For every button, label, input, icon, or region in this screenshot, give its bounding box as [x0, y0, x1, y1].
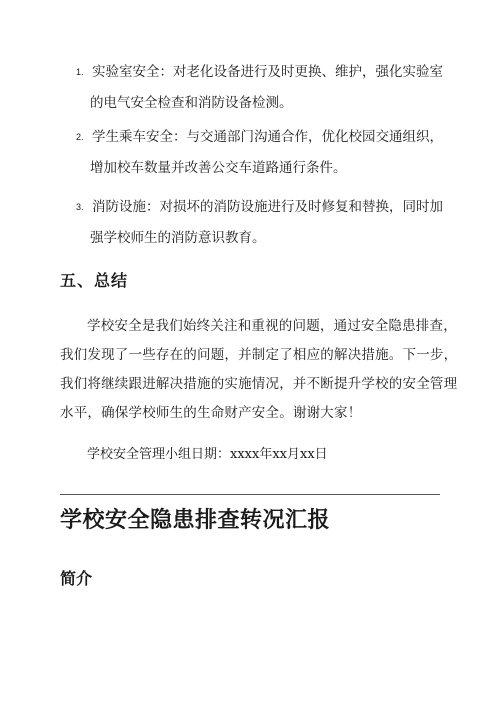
document-title: 学校安全隐患排查转况汇报	[60, 507, 331, 533]
list-item-text-continued: 强学校师生的消防意识教育。	[90, 230, 266, 246]
list-number: 1.	[76, 67, 84, 77]
paragraph-line: 我们将继续跟进解决措施的实施情况，并不断提升学校的安全管理	[60, 376, 458, 392]
list-number: 3.	[76, 202, 84, 212]
list-item-text-continued: 增加校车数量并改善公交车道路通行条件。	[90, 160, 347, 176]
paragraph-line: 我们发现了一些存在的问题，并制定了相应的解决措施。下一步，	[60, 347, 458, 363]
summary-paragraph	[60, 312, 458, 428]
list-item-text: 学生乘车安全：与交通部门沟通合作，优化校园交通组织，	[92, 129, 443, 145]
section-divider	[60, 494, 440, 495]
list-item-text-continued: 的电气安全检查和消防设备检测。	[90, 95, 293, 111]
section-heading: 五、总结	[60, 271, 129, 290]
list-item	[76, 57, 456, 119]
paragraph-line: 学校安全是我们始终关注和重视的问题，通过安全隐患排查，	[87, 318, 457, 334]
list-item	[76, 192, 456, 254]
list-number: 2.	[76, 132, 84, 142]
intro-heading: 简介	[60, 569, 93, 588]
paragraph-line: 水平，确保学校师生的生命财产安全。谢谢大家！	[60, 405, 362, 421]
list-item-text: 消防设施：对损坏的消防设施进行及时修复和替换，同时加	[92, 199, 443, 215]
list-item	[76, 122, 456, 184]
signoff-line: 学校安全管理小组日期：xxxx年xx月xx日	[87, 447, 328, 462]
list-item-text: 实验室安全：对老化设备进行及时更换、维护，强化实验室	[92, 64, 443, 80]
